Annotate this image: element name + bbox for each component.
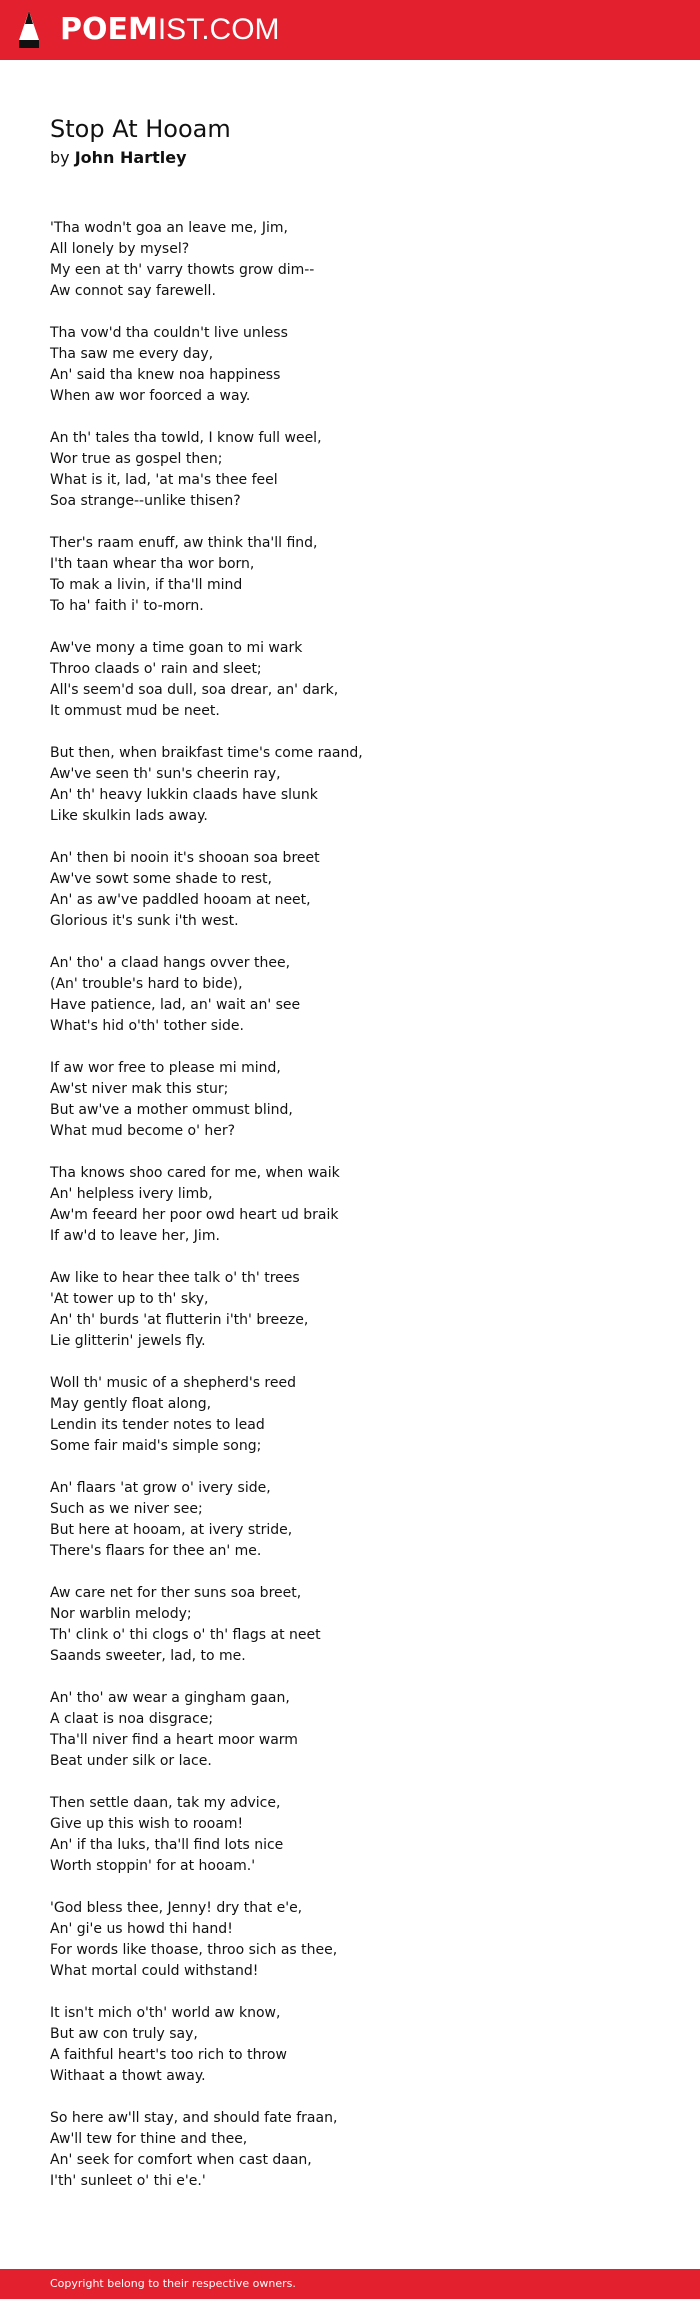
poem-stanza	[50, 2108, 650, 2192]
poem-line: What is it, lad, 'at ma's thee feel	[50, 472, 278, 488]
poem-line: An' th' burds 'at flutterin i'th' breeze,	[50, 1312, 309, 1328]
poem-line: It ommust mud be neet.	[50, 703, 220, 719]
poem-line: All lonely by mysel?	[50, 241, 190, 257]
poem-line: Aw connot say farewell.	[50, 283, 216, 299]
poem-line: An' as aw've paddled hooam at neet,	[50, 892, 311, 908]
poem-line: Then settle daan, tak my advice,	[50, 1795, 281, 1811]
poem-line: All's seem'd soa dull, soa drear, an' dark,	[50, 682, 339, 698]
poem-line: An' tho' aw wear a gingham gaan,	[50, 1690, 290, 1706]
poem-line: Soa strange--unlike thisen?	[50, 493, 241, 509]
poem-line: Give up this wish to rooam!	[50, 1816, 244, 1832]
poem-stanza	[50, 533, 650, 617]
poem-line: Glorious it's sunk i'th west.	[50, 913, 239, 929]
poem-line: A faithful heart's too rich to throw	[50, 2047, 287, 2063]
poem-stanza	[50, 1583, 650, 1667]
poem-line: To mak a livin, if tha'll mind	[50, 577, 243, 593]
poem-line: Worth stoppin' for at hooam.'	[50, 1858, 256, 1874]
poem-line: Lie glitterin' jewels fly.	[50, 1333, 206, 1349]
poem-line: For words like thoase, throo sich as thee,	[50, 1942, 338, 1958]
poem-line: Aw like to hear thee talk o' th' trees	[50, 1270, 300, 1286]
poem-line: Aw've mony a time goan to mi wark	[50, 640, 303, 656]
poem-line: So here aw'll stay, and should fate fraan,	[50, 2110, 338, 2126]
poem-line: To ha' faith i' to-morn.	[50, 598, 204, 614]
poem-line: Throo claads o' rain and sleet;	[50, 661, 262, 677]
poem-line: 'God bless thee, Jenny! dry that e'e,	[50, 1900, 303, 1916]
poem-stanza	[50, 1058, 650, 1142]
poem-line: But here at hooam, at ivery stride,	[50, 1522, 293, 1538]
poem-stanza	[50, 1373, 650, 1457]
poem-line: Beat under silk or lace.	[50, 1753, 212, 1769]
poem-line: Woll th' music of a shepherd's reed	[50, 1375, 296, 1391]
author-link[interactable]: John Hartley	[74, 148, 187, 167]
poem-stanza	[50, 1688, 650, 1772]
poem-line: (An' trouble's hard to bide),	[50, 976, 243, 992]
poem-line: Lendin its tender notes to lead	[50, 1417, 265, 1433]
poem-stanza	[50, 1898, 650, 1982]
poem-line: Wor true as gospel then;	[50, 451, 223, 467]
poem-line: Aw care net for ther suns soa breet,	[50, 1585, 302, 1601]
poem-line: I'th' sunleet o' thi e'e.'	[50, 2173, 206, 2189]
poem-line: But then, when braikfast time's come raand,	[50, 745, 363, 761]
poem-line: An' then bi nooin it's shooan soa breet	[50, 850, 320, 866]
poem-line: An' flaars 'at grow o' ivery side,	[50, 1480, 271, 1496]
poem-line: Aw'st niver mak this stur;	[50, 1081, 229, 1097]
poem-stanza	[50, 743, 650, 827]
brand-light: IST.COM	[157, 13, 280, 46]
poem-line: I'th taan whear tha wor born,	[50, 556, 255, 572]
poem-line: Tha knows shoo cared for me, when waik	[50, 1165, 340, 1181]
poem-line: When aw wor foorced a way.	[50, 388, 251, 404]
poem-stanza	[50, 1478, 650, 1562]
poem-line: Withaat a thowt away.	[50, 2068, 206, 2084]
poem-line: 'At tower up to th' sky,	[50, 1291, 209, 1307]
poem-line: What mortal could withstand!	[50, 1963, 259, 1979]
poem-line: Some fair maid's simple song;	[50, 1438, 262, 1454]
copyright-text: Copyright belong to their respective owners.	[50, 2277, 296, 2290]
poem-line: Tha vow'd tha couldn't live unless	[50, 325, 288, 341]
poem-stanza	[50, 953, 650, 1037]
poem-line: Tha'll niver find a heart moor warm	[50, 1732, 298, 1748]
pen-nib-icon[interactable]	[17, 10, 41, 50]
poem-line: May gently float along,	[50, 1396, 212, 1412]
poem-stanza	[50, 323, 650, 407]
poem-line: Saands sweeter, lad, to me.	[50, 1648, 246, 1664]
poem-line: An' th' heavy lukkin claads have slunk	[50, 787, 318, 803]
poem-line: An' if tha luks, tha'll find lots nice	[50, 1837, 284, 1853]
poem-stanza	[50, 2003, 650, 2087]
poem-line: An' gi'e us howd thi hand!	[50, 1921, 233, 1937]
poem-line: An' seek for comfort when cast daan,	[50, 2152, 312, 2168]
poem-line: What's hid o'th' tother side.	[50, 1018, 244, 1034]
poem-line: Th' clink o' thi clogs o' th' flags at neet	[50, 1627, 321, 1643]
poem-line: What mud become o' her?	[50, 1123, 236, 1139]
brand-bold: POEM	[60, 12, 158, 47]
site-logo[interactable]	[60, 13, 280, 47]
poem-stanza	[50, 428, 650, 512]
poem-line: If aw wor free to please mi mind,	[50, 1060, 281, 1076]
site-footer	[0, 2269, 700, 2299]
poem-stanza	[50, 218, 650, 302]
site-header	[0, 0, 700, 60]
poem-line: An' helpless ivery limb,	[50, 1186, 213, 1202]
poem-stanza	[50, 1793, 650, 1877]
poem-line: An th' tales tha towld, I know full weel,	[50, 430, 322, 446]
poem-line: An' tho' a claad hangs ovver thee,	[50, 955, 291, 971]
poem-line: Tha saw me every day,	[50, 346, 214, 362]
poem-body	[50, 218, 650, 2213]
poem-line: Have patience, lad, an' wait an' see	[50, 997, 301, 1013]
poem-line: 'Tha wodn't goa an leave me, Jim,	[50, 220, 288, 236]
poem-line: It isn't mich o'th' world aw know,	[50, 2005, 281, 2021]
poem-stanza	[50, 638, 650, 722]
poem-line: There's flaars for thee an' me.	[50, 1543, 262, 1559]
poem-line: Aw'm feeard her poor owd heart ud braik	[50, 1207, 339, 1223]
poem-line: A claat is noa disgrace;	[50, 1711, 214, 1727]
poem-line: Aw've seen th' sun's cheerin ray,	[50, 766, 281, 782]
poem-line: Ther's raam enuff, aw think tha'll find,	[50, 535, 318, 551]
poem-line: Such as we niver see;	[50, 1501, 203, 1517]
poem-line: Like skulkin lads away.	[50, 808, 208, 824]
by-label: by	[50, 148, 70, 167]
poem-line: Aw've sowt some shade to rest,	[50, 871, 272, 887]
poem-stanza	[50, 848, 650, 932]
poem-line: My een at th' varry thowts grow dim--	[50, 262, 315, 278]
poem-line: But aw've a mother ommust blind,	[50, 1102, 293, 1118]
poem-stanza	[50, 1163, 650, 1247]
poem-line: But aw con truly say,	[50, 2026, 198, 2042]
poem-line: Aw'll tew for thine and thee,	[50, 2131, 248, 2147]
byline	[50, 146, 187, 170]
poem-line: Nor warblin melody;	[50, 1606, 192, 1622]
poem-line: If aw'd to leave her, Jim.	[50, 1228, 220, 1244]
poem-title: Stop At Hooam	[50, 115, 231, 143]
poem-stanza	[50, 1268, 650, 1352]
poem-line: An' said tha knew noa happiness	[50, 367, 281, 383]
